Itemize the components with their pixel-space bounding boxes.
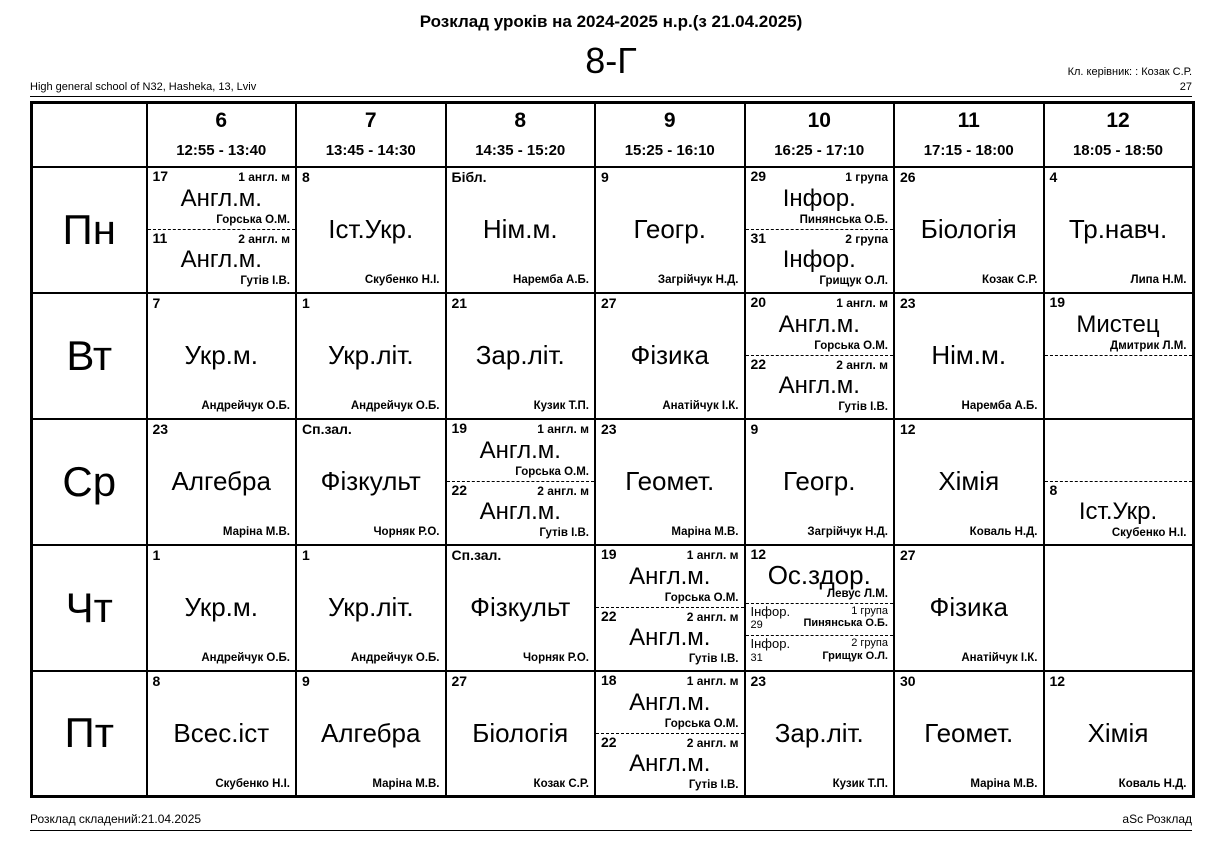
split-lesson	[596, 546, 744, 668]
subgroup-right	[803, 605, 888, 635]
day-label: Вт	[32, 293, 147, 419]
page-title: Розклад уроків на 2024-2025 н.р.(з 21.04.2025)	[419, 12, 803, 31]
room-number: 12	[750, 545, 767, 562]
subject-name: Укр.м.	[184, 340, 258, 371]
lesson-group-1	[746, 294, 894, 355]
period-time: 13:45 - 14:30	[325, 142, 416, 159]
subject-name: Інфор.	[750, 603, 791, 619]
room-number: 19	[601, 545, 617, 562]
lesson-subgroup-2	[746, 635, 894, 668]
teacher-name: Гутів І.В.	[688, 778, 739, 791]
lesson	[596, 420, 744, 542]
group-label: 2 група	[851, 637, 888, 649]
lesson	[895, 672, 1043, 794]
lesson	[148, 672, 296, 794]
room-number: 22	[750, 355, 767, 372]
room-number: 1	[302, 294, 310, 311]
lesson-group-1	[596, 672, 744, 733]
split-lesson	[447, 420, 595, 542]
teacher-name: Горська О.М.	[664, 591, 739, 604]
cell-d1-p12	[1044, 293, 1194, 419]
subject-name: Геогр.	[633, 214, 706, 245]
lesson-group-2	[596, 607, 744, 668]
lesson	[895, 546, 1043, 668]
room-number: 21	[451, 294, 468, 311]
room-number: 9	[601, 168, 609, 185]
cell-d1-p6	[147, 293, 297, 419]
cell-d4-p12	[1044, 671, 1194, 797]
room-number: 8	[1049, 481, 1058, 498]
split-lesson	[746, 294, 894, 416]
subject-name: Ос.здор.	[767, 559, 871, 590]
lesson-group-2	[1045, 481, 1192, 542]
lesson	[1045, 168, 1192, 290]
period-time: 16:25 - 17:10	[774, 142, 865, 159]
period-time: 17:15 - 18:00	[923, 142, 1014, 159]
teacher-name: Маріна М.В.	[970, 777, 1038, 790]
day-row-4	[32, 671, 1194, 797]
period-number: 7	[364, 109, 377, 132]
subgroup-left	[751, 605, 791, 635]
period-time: 14:35 - 15:20	[475, 142, 566, 159]
room-number: 9	[750, 420, 759, 437]
cell-d2-p9	[595, 419, 745, 545]
cell-d1-p8	[446, 293, 596, 419]
empty-half	[1045, 355, 1192, 416]
split-lesson	[148, 168, 296, 290]
lesson-subgroup-1	[746, 603, 894, 636]
room-number: 20	[750, 293, 767, 310]
teacher-name: Пинянська О.Б.	[803, 617, 888, 630]
teacher-name: Загрійчук Н.Д.	[807, 525, 888, 538]
timetable-body	[32, 167, 1194, 797]
subject-name: Хімія	[1087, 718, 1149, 749]
teacher-name: Анатійчук І.К.	[662, 399, 739, 412]
cell-d1-p7	[296, 293, 446, 419]
room-number: 23	[601, 420, 617, 437]
subject-name: Інфор.	[782, 184, 856, 212]
page-number: 27	[1179, 81, 1192, 93]
group-label: 1 англ. м	[686, 547, 739, 562]
room-number: 19	[451, 419, 468, 436]
room-number: 22	[601, 607, 617, 624]
group-label: 2 англ. м	[686, 735, 739, 750]
lesson-meta	[1050, 483, 1187, 498]
period-header-6	[147, 103, 297, 167]
empty-half	[1045, 420, 1192, 481]
lesson-group-2	[746, 355, 894, 416]
room-number: 31	[750, 651, 763, 664]
subject-name: Геомет.	[625, 466, 715, 497]
room-number: 26	[900, 168, 916, 185]
cell-d0-p8	[446, 167, 596, 293]
cell-d4-p8	[446, 671, 596, 797]
room-number: 9	[302, 672, 310, 689]
lesson	[297, 168, 445, 290]
day-label: Пт	[32, 671, 147, 797]
group-label: 1 англ. м	[238, 169, 290, 184]
period-header-10	[745, 103, 895, 167]
cell-d1-p11	[894, 293, 1044, 419]
empty-cell	[1045, 546, 1192, 668]
subject-name: Фізкульт	[320, 466, 421, 497]
subject-name: Фізкульт	[470, 592, 571, 623]
cell-d2-p7	[296, 419, 446, 545]
teacher-name: Пинянська О.Б.	[799, 213, 888, 226]
day-label: Чт	[32, 545, 147, 671]
subject-name: Іст.Укр.	[328, 214, 414, 245]
period-number: 10	[807, 109, 831, 132]
cell-d0-p9	[595, 167, 745, 293]
teacher-name: Горська О.М.	[664, 717, 739, 730]
footer-divider	[30, 830, 1192, 831]
room-number: 4	[1049, 168, 1058, 185]
subject-name: Геогр.	[783, 466, 856, 497]
day-row-2	[32, 419, 1194, 545]
subject-name: Інфор.	[782, 246, 856, 274]
room-number: 30	[900, 672, 916, 689]
footer-generated-date: Розклад складений:21.04.2025	[30, 812, 202, 826]
group-label: 1 група	[845, 169, 888, 184]
teacher-name: Коваль Н.Д.	[969, 525, 1038, 538]
teacher-name: Козак С.Р.	[533, 777, 589, 790]
timetable	[30, 101, 1195, 798]
group-label: 2 англ. м	[686, 609, 739, 624]
room-number: 8	[152, 672, 161, 689]
subject-name: Укр.літ.	[327, 592, 414, 623]
teacher-name: Гутів І.В.	[688, 652, 739, 665]
teacher-name: Горська О.М.	[515, 465, 589, 478]
lesson-meta	[153, 231, 291, 246]
lesson	[148, 420, 296, 542]
room-number: 1	[152, 546, 161, 563]
teacher-name: Грищук О.Л.	[819, 274, 888, 287]
split-lesson	[1045, 420, 1192, 542]
day-label: Пн	[32, 167, 147, 293]
group-label: 1 англ. м	[686, 673, 739, 688]
cell-d2-p12	[1044, 419, 1194, 545]
cell-d4-p7	[296, 671, 446, 797]
subject-name: Англ.м.	[479, 436, 561, 464]
subject-name: Англ.м.	[629, 624, 711, 652]
lesson-group-2	[447, 481, 595, 542]
cell-d0-p6	[147, 167, 297, 293]
cell-d1-p10	[745, 293, 895, 419]
lesson-group-1	[746, 168, 894, 229]
period-header-9	[595, 103, 745, 167]
room-number: 27	[900, 546, 916, 563]
lesson	[895, 168, 1043, 290]
teacher-name: Дмитрик Л.М.	[1110, 339, 1187, 352]
lesson-group-1	[447, 420, 595, 481]
room-number: 19	[1049, 293, 1066, 310]
subgroup-right	[822, 637, 888, 667]
lesson	[447, 546, 595, 668]
room-number: 22	[451, 481, 468, 498]
subject-name: Біологія	[472, 718, 569, 749]
room-number: 27	[601, 294, 617, 311]
period-number: 6	[215, 109, 228, 132]
lesson-group-1	[596, 546, 744, 607]
room-number: 11	[152, 229, 168, 246]
teacher-name: Скубенко Н.І.	[364, 273, 440, 286]
timetable-header	[32, 103, 1194, 167]
cell-d3-p8	[446, 545, 596, 671]
subject-name: Англ.м.	[629, 562, 711, 590]
subject-name: Англ.м.	[629, 750, 711, 778]
teacher-name: Андрейчук О.Б.	[201, 399, 290, 412]
cell-d3-p9	[595, 545, 745, 671]
subject-name: Інфор.	[750, 636, 791, 651]
room-number: 22	[601, 733, 617, 750]
subject-name: Англ.м.	[778, 310, 860, 338]
teacher-name: Гутів І.В.	[838, 400, 888, 413]
subject-name: Зар.літ.	[475, 340, 565, 371]
period-header-8	[446, 103, 596, 167]
group-label: 1 група	[851, 604, 888, 617]
room-number: 29	[750, 167, 767, 184]
subject-name: Всес.іст	[173, 718, 270, 749]
lesson	[746, 672, 894, 794]
subgroup-left	[751, 637, 791, 667]
teacher-name: Грищук О.Л.	[822, 649, 888, 662]
day-label: Ср	[32, 419, 147, 545]
room-number: 23	[152, 420, 169, 437]
cell-d4-p10	[745, 671, 895, 797]
teacher-name: Козак С.Р.	[982, 273, 1038, 286]
room-number: Сп.зал.	[302, 420, 352, 437]
lesson	[447, 294, 595, 416]
teacher-name: Чорняк Р.О.	[522, 651, 589, 664]
period-number: 11	[957, 109, 980, 132]
room-number: 7	[152, 294, 161, 311]
subject-name: Нім.м.	[931, 340, 1007, 371]
lesson	[297, 420, 445, 542]
teacher-name: Загрійчук Н.Д.	[657, 273, 739, 286]
lesson	[746, 420, 894, 542]
lesson-meta	[751, 231, 889, 246]
subject-name: Укр.м.	[184, 592, 258, 623]
subject-name: Англ.м.	[180, 184, 262, 212]
lesson	[297, 672, 445, 794]
group-label: 1 англ. м	[537, 421, 589, 436]
subject-name: Біологія	[920, 214, 1017, 245]
cell-d3-p7	[296, 545, 446, 671]
subject-name: Алгебра	[171, 466, 271, 497]
footer-app-name: aSc Розклад	[1122, 812, 1192, 826]
lesson-meta	[751, 169, 889, 184]
period-number: 8	[514, 109, 527, 132]
subject-name: Нім.м.	[482, 214, 558, 245]
teacher-name: Кузик Т.П.	[832, 777, 888, 790]
teacher-name: Скубенко Н.І.	[215, 777, 290, 790]
period-header-row	[32, 103, 1194, 167]
teacher-name: Андрейчук О.Б.	[201, 651, 290, 664]
teacher-name: Наремба А.Б.	[961, 399, 1038, 412]
multi-lesson	[746, 546, 894, 668]
subject-name: Англ.м.	[629, 688, 711, 716]
room-number: 17	[152, 167, 169, 184]
cell-d4-p11	[894, 671, 1044, 797]
lesson-group-2	[746, 229, 894, 290]
cell-d3-p6	[147, 545, 297, 671]
period-number: 12	[1106, 109, 1130, 132]
lesson	[1045, 672, 1192, 794]
subject-name: Фізика	[929, 592, 1008, 623]
teacher-name: Горська О.М.	[814, 339, 888, 352]
subject-name: Англ.м.	[180, 246, 262, 274]
teacher-name: Маріна М.В.	[372, 777, 440, 790]
lesson-meta	[601, 673, 739, 688]
lesson-group-2	[596, 733, 744, 794]
period-time: 12:55 - 13:40	[176, 142, 267, 159]
cell-d0-p12	[1044, 167, 1194, 293]
teacher-name: Кузик Т.П.	[533, 399, 589, 412]
teacher-name: Левус Л.М.	[827, 587, 888, 600]
subject-name: Укр.літ.	[327, 340, 414, 371]
lesson	[148, 294, 296, 416]
teacher-name: Коваль Н.Д.	[1118, 777, 1187, 790]
cell-d3-p11	[894, 545, 1044, 671]
room-number: 27	[451, 672, 468, 689]
cell-d3-p12	[1044, 545, 1194, 671]
lesson	[148, 546, 296, 668]
teacher-name: Андрейчук О.Б.	[350, 399, 440, 412]
lesson-group-2	[148, 229, 296, 290]
school-name: High general school of N32, Hasheka, 13, Lviv	[30, 81, 257, 93]
lesson-meta	[601, 735, 739, 750]
lesson-group-1	[1045, 294, 1192, 355]
room-number: 12	[900, 420, 916, 437]
room-number: Сп.зал.	[451, 546, 502, 563]
room-number: 23	[900, 294, 916, 311]
period-time: 18:05 - 18:50	[1072, 142, 1164, 159]
period-header-7	[296, 103, 446, 167]
lesson	[447, 672, 595, 794]
period-header-11	[894, 103, 1044, 167]
cell-d0-p10	[745, 167, 895, 293]
subject-name: Англ.м.	[479, 498, 561, 526]
cell-d2-p10	[745, 419, 895, 545]
room-number: 12	[1049, 672, 1066, 689]
lesson-meta	[1050, 295, 1187, 310]
subject-name: Англ.м.	[778, 372, 860, 400]
lesson	[596, 168, 744, 290]
cell-d3-p10	[745, 545, 895, 671]
lesson-group-1	[148, 168, 296, 229]
header-divider	[30, 96, 1192, 97]
subject-name: Іст.Укр.	[1078, 498, 1158, 526]
subject-name: Алгебра	[321, 718, 421, 749]
cell-d4-p6	[147, 671, 297, 797]
lesson-meta	[601, 547, 739, 562]
lesson	[895, 294, 1043, 416]
room-number: 18	[601, 671, 617, 688]
teacher-name: Гутів І.В.	[539, 526, 589, 539]
room-number: 31	[750, 229, 767, 246]
lesson-main	[746, 546, 894, 603]
lesson-meta	[153, 169, 291, 184]
day-row-0	[32, 167, 1194, 293]
period-time: 15:25 - 16:10	[624, 142, 715, 159]
lesson	[297, 294, 445, 416]
teacher-name: Андрейчук О.Б.	[350, 651, 440, 664]
split-lesson	[1045, 294, 1192, 416]
split-lesson	[596, 672, 744, 794]
teacher-name: Наремба А.Б.	[513, 273, 589, 286]
teacher-name: Маріна М.В.	[671, 525, 739, 538]
lesson-meta	[452, 421, 590, 436]
teacher-name: Маріна М.В.	[222, 525, 290, 538]
day-row-3	[32, 545, 1194, 671]
class-name: 8-Г	[585, 40, 637, 81]
homeroom-teacher: Кл. керівник: : Козак С.Р.	[1067, 66, 1192, 78]
cell-d2-p8	[446, 419, 596, 545]
teacher-name: Скубенко Н.І.	[1111, 526, 1187, 539]
subject-name: Геомет.	[924, 718, 1014, 749]
group-label: 2 англ. м	[238, 231, 290, 246]
cell-d2-p11	[894, 419, 1044, 545]
group-label: 2 англ. м	[836, 357, 888, 372]
subject-name: Мистец	[1076, 310, 1160, 338]
room-number: 8	[302, 168, 310, 185]
group-label: 2 група	[845, 231, 888, 246]
room-number: 29	[750, 619, 763, 632]
lesson-meta	[452, 483, 590, 498]
teacher-name: Чорняк Р.О.	[373, 525, 440, 538]
teacher-name: Анатійчук І.К.	[961, 651, 1038, 664]
room-number: 1	[302, 546, 310, 563]
cell-d0-p7	[296, 167, 446, 293]
lesson-meta	[751, 295, 889, 310]
period-header-12	[1044, 103, 1194, 167]
lesson	[447, 168, 595, 290]
cell-d1-p9	[595, 293, 745, 419]
lesson	[895, 420, 1043, 542]
day-row-1	[32, 293, 1194, 419]
subject-name: Фізика	[630, 340, 709, 371]
cell-d2-p6	[147, 419, 297, 545]
corner-cell	[32, 103, 147, 167]
group-label: 2 англ. м	[537, 483, 589, 498]
cell-d0-p11	[894, 167, 1044, 293]
split-lesson	[746, 168, 894, 290]
period-number: 9	[663, 109, 676, 132]
group-label: 1 англ. м	[836, 295, 888, 310]
lesson-meta	[601, 609, 739, 624]
subject-name: Хімія	[938, 466, 1000, 497]
teacher-name: Гутів І.В.	[240, 274, 290, 287]
room-number: 23	[750, 672, 767, 689]
lesson	[596, 294, 744, 416]
lesson-meta	[751, 357, 889, 372]
teacher-name: Горська О.М.	[216, 213, 290, 226]
subject-name: Зар.літ.	[774, 718, 864, 749]
subject-name: Тр.навч.	[1068, 214, 1168, 245]
lesson	[297, 546, 445, 668]
cell-d4-p9	[595, 671, 745, 797]
room-number: Бібл.	[451, 168, 487, 185]
teacher-name: Липа Н.М.	[1130, 273, 1187, 286]
